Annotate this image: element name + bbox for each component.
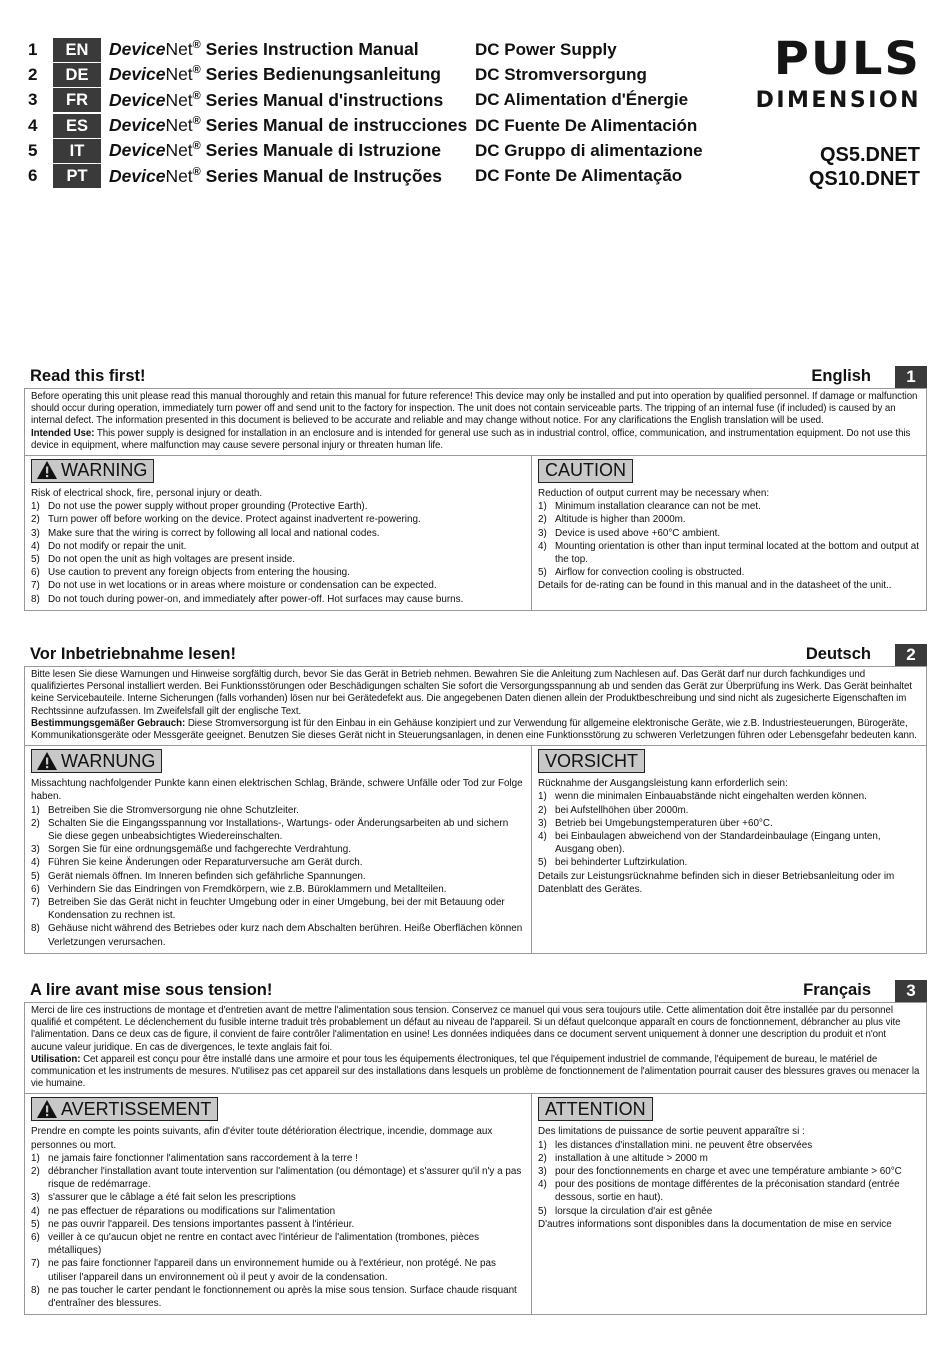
warning-label-text: WARNUNG <box>61 750 156 771</box>
warning-triangle-icon <box>36 751 61 772</box>
item-text: Turn power off before working on the device. Protect against inadvertent re-powering. <box>48 514 421 526</box>
language-number: 5 <box>28 140 38 160</box>
item-number: 1) <box>31 1152 40 1164</box>
item-number: 1) <box>538 1139 547 1151</box>
intro-text-box <box>24 1002 927 1093</box>
section-title: Read this first! <box>30 367 146 385</box>
model-numbers <box>809 143 920 191</box>
list-item <box>31 579 525 592</box>
list-item <box>538 1139 920 1152</box>
item-text: Do not open the unit as high voltages are present inside. <box>48 554 296 566</box>
item-number: 1) <box>31 804 40 816</box>
item-number: 5) <box>31 554 40 566</box>
brand-net: Net <box>165 39 193 60</box>
list-item <box>31 843 525 856</box>
manual-title-text: Series Manual d'instructions <box>200 89 444 110</box>
brand-net: Net <box>165 89 193 110</box>
item-text: Do not touch during power-on, and immediately after power-off. Hot surfaces may cause burns. <box>48 593 464 605</box>
item-text: débrancher l'installation avant toute intervention sur l'alimentation (ou démontage) et s'assurer qu'il n'y a pas risque de redémarrage. <box>48 1166 522 1191</box>
item-number: 3) <box>538 817 547 829</box>
brand-net: Net <box>165 115 193 136</box>
manual-title-text: Series Bedienungsanleitung <box>200 64 441 85</box>
caution-footnote: Details zur Leistungsrücknahme befinden sich in dieser Betriebsanleitung oder im Datenblatt des Gerätes. <box>538 870 895 895</box>
intended-use-paragraph <box>31 428 920 452</box>
item-number: 3) <box>31 844 40 856</box>
intended-use-text: This power supply is designed for installation in an enclosure and is intended for general use such as in industrial control, office, communication, and instrumentation equipment. Do not use this device in equipment, where malfunction may cause severe personal injury or threaten human life. <box>31 427 911 451</box>
intro-paragraph: Merci de lire ces instructions de montage et d'entretien avant de mettre l'alimentation sous tension. Conservez ce manuel qui vous sera toujours utile. Cette alimentation doit être installée par du personnel qualifié et compétent. Le déclenchement du fusible interne traduit très probablement un défaut au niveau de l'appareil. Si un défaut quelconque apparaît en cours de fonctionnement, débrancher au plus vite l'alimentation. Dans ce deux cas de figure, il convient de faire contrôler l'alimentation en usine! Les données indiquées dans ce document servent uniquement à donner une description du produit et n'ont aucune valeur juridique. En cas de divergences, le texte anglais fait foi. <box>31 1005 901 1053</box>
product-type: DC Alimentation d'Énergie <box>475 90 689 110</box>
language-number: 3 <box>28 90 38 110</box>
item-number: 6) <box>31 567 40 579</box>
warning-box <box>25 746 532 953</box>
manual-title <box>109 39 475 60</box>
warning-list <box>31 1152 525 1310</box>
warning-box <box>25 1094 532 1314</box>
language-row-es <box>28 113 703 138</box>
caution-box <box>532 746 926 953</box>
intended-use-text: Cet appareil est conçu pour être installé dans une armoire et pour tous les équipements électroniques, tel que l'équipement industriel de commande, l'équipement de bureau, le matériel de communication et les instruments de mesures. N'utilisez pas cet appareil sur des installations dans lesquels un problème de fonctionnement de l'alimentation pourrait causer des blessures graves ou menacer la vie humaine. <box>31 1053 920 1090</box>
warning-box <box>25 456 532 610</box>
section-number-badge: 1 <box>895 366 927 388</box>
item-number: 5) <box>538 567 547 579</box>
list-item <box>538 1205 920 1218</box>
item-number: 7) <box>31 580 40 592</box>
list-item <box>538 566 920 579</box>
caution-label <box>538 459 633 483</box>
language-row-en <box>28 37 703 62</box>
caution-list <box>538 1139 920 1218</box>
list-item <box>31 540 525 553</box>
warning-label <box>31 459 154 483</box>
item-text: Betreiben Sie die Stromversorgung nie ohne Schutzleiter. <box>48 804 299 816</box>
section-language: English <box>811 367 871 385</box>
item-number: 3) <box>538 527 547 539</box>
brand-italic: Device <box>109 89 166 110</box>
item-number: 2) <box>538 1152 547 1164</box>
language-number: 6 <box>28 166 38 186</box>
item-text: veiller à ce qu'aucun objet ne rentre en contact avec l'intérieur de l'alimentation (trombones, pièces métalliques) <box>48 1232 480 1257</box>
caution-box <box>532 1094 926 1314</box>
item-text: pour des positions de montage différentes de la préconisation standard (entrée dessous, sortie en haut). <box>555 1179 900 1204</box>
item-text: pour des fonctionnements en charge et avec une température ambiante > 60°C <box>555 1166 902 1178</box>
item-text: Sorgen Sie für eine ordnungsgemäße und fachgerechte Verdrahtung. <box>48 844 352 856</box>
caution-label-text: CAUTION <box>545 460 626 481</box>
section-language: Deutsch <box>805 645 871 663</box>
registered-mark: ® <box>192 165 201 178</box>
language-number: 4 <box>28 115 38 135</box>
brand-net: Net <box>165 165 193 186</box>
warning-lead: Missachtung nachfolgender Punkte kann einen elektrischen Schlag, Brände, schwere Unfälle oder Tod zur Folge haben. <box>31 778 523 803</box>
manual-title <box>109 140 475 161</box>
item-text: s'assurer que le câblage a été fait selon les prescriptions <box>48 1192 296 1204</box>
item-text: Do not use in wet locations or in areas where moisture or condensation can be expected. <box>48 580 437 592</box>
item-number: 2) <box>538 804 547 816</box>
language-section <box>24 366 927 611</box>
section-header <box>24 644 927 666</box>
manual-title-text: Series Manual de instrucciones <box>200 115 468 136</box>
language-index <box>28 37 703 189</box>
intro-text-box <box>24 666 927 745</box>
section-title: Vor Inbetriebnahme lesen! <box>30 645 236 663</box>
intro-paragraph: Bitte lesen Sie diese Warnungen und Hinweise sorgfältig durch, bevor Sie das Gerät in Betrieb nehmen. Bewahren Sie die Anleitung zum Nachlesen auf. Das Gerät darf nur durch fachkundiges und qualifiziertes Personal installiert werden. Bei Funktionsstörungen oder Beschädigungen schalten Sie sofort die Versorgungsspannung ab und senden das Gerät zur Überprüfung ins Werk. Das Gerät beinhaltet keine Servicebauteile. Interne Sicherungen (falls vorhanden) lösen nur bei Gerätedefekt aus. Die angegebenen Daten dienen allein der Produktbeschreibung und sind nicht als zugesicherte Eigenschaften im Rechtssinne aufzufassen. Im Zweifelsfall gilt der englische Text. <box>31 669 913 717</box>
manual-title <box>109 166 475 187</box>
section-header <box>24 366 927 388</box>
registered-mark: ® <box>192 115 201 128</box>
caution-footnote: D'autres informations sont disponibles dans la documentation de mise en service <box>538 1218 892 1230</box>
product-type: DC Stromversorgung <box>475 64 647 84</box>
item-text: les distances d'installation mini. ne peuvent être observées <box>555 1139 813 1151</box>
item-number: 1) <box>538 791 547 803</box>
list-item <box>538 790 920 803</box>
warning-label-text: WARNING <box>61 460 148 481</box>
logo-subbrand: DIMENSION <box>755 88 921 113</box>
manual-title-text: Series Manual de Instruções <box>200 165 442 186</box>
language-code-badge: EN <box>53 38 101 62</box>
intended-use-paragraph <box>31 718 920 742</box>
warning-lead: Prendre en compte les points suivants, afin d'éviter toute détérioration électrique, incendie, dommage aux personnes ou mort. <box>31 1126 493 1151</box>
caution-list <box>538 790 920 869</box>
list-item <box>538 1165 920 1178</box>
language-number: 1 <box>28 39 38 59</box>
manual-title <box>109 115 475 136</box>
language-row-pt <box>28 163 703 188</box>
warning-label <box>31 1097 218 1121</box>
section-language: Français <box>803 981 871 999</box>
item-text: Do not use the power supply without proper grounding (Protective Earth). <box>48 501 368 513</box>
intended-use-paragraph <box>31 1054 920 1091</box>
caution-lead: Rücknahme der Ausgangsleistung kann erforderlich sein: <box>538 778 788 790</box>
list-item <box>538 540 920 566</box>
item-text: bei Aufstellhöhen über 2000m. <box>555 804 689 816</box>
item-number: 4) <box>31 540 40 552</box>
product-type: DC Gruppo di alimentazione <box>475 140 703 160</box>
brand-italic: Device <box>109 115 166 136</box>
intended-use-text: Diese Stromversorgung ist für den Einbau in ein Gehäuse konzipiert und zur Verwendung für allgemeine elektronische Geräte, wie z.B. Industriesteuerungen, Bürogeräte, Kommunikationsgeräte oder Messgeräte geeignet. Benutzen Sie dieses Gerät nicht in Steuerungsanlagen, in denen eine Funktionsstörung zu schweren Verletzungen führen oder Lebensgefahr bedeuten kann. <box>31 717 917 742</box>
brand-italic: Device <box>109 165 166 186</box>
product-type: DC Fonte De Alimentação <box>475 166 683 186</box>
list-item <box>538 856 920 869</box>
list-item <box>538 513 920 526</box>
list-item <box>31 856 525 869</box>
list-item <box>31 883 525 896</box>
item-text: Airflow for convection cooling is obstructed. <box>555 567 745 579</box>
list-item <box>31 922 525 948</box>
item-text: ne pas toucher le carter pendant le fonctionnement ou après la mise sous tension. Surface chaude risquant d'entraîner des blessures. <box>48 1284 517 1310</box>
item-text: lorsque la circulation d'air est gênée <box>555 1205 713 1217</box>
caution-box <box>532 456 926 610</box>
list-item <box>31 896 525 922</box>
document-header <box>0 0 950 200</box>
item-text: bei Einbaulagen abweichend von der Standardeinbaulage (Eingang unten, Ausgang oben). <box>555 831 881 856</box>
intended-use-label: Bestimmungsgemäßer Gebrauch: <box>31 717 186 729</box>
intended-use-label: Intended Use: <box>31 427 95 439</box>
puls-logo <box>745 32 921 113</box>
item-text: wenn die minimalen Einbauabstände nicht eingehalten werden können. <box>555 791 867 803</box>
item-number: 3) <box>538 1166 547 1178</box>
list-item <box>31 500 525 513</box>
item-number: 1) <box>31 501 40 513</box>
item-number: 5) <box>31 1218 40 1230</box>
list-item <box>31 566 525 579</box>
list-item <box>31 593 525 606</box>
intended-use-label: Utilisation: <box>31 1053 81 1065</box>
brand-italic: Device <box>109 64 166 85</box>
language-code-badge: IT <box>53 139 101 163</box>
item-number: 4) <box>31 857 40 869</box>
warning-list <box>31 500 525 606</box>
item-text: ne pas effectuer de réparations ou modifications sur l'alimentation <box>48 1205 336 1217</box>
brand-net: Net <box>165 140 193 161</box>
list-item <box>31 553 525 566</box>
intro-paragraph: Before operating this unit please read this manual thoroughly and retain this manual for future reference! This device may only be installed and put into operation by qualified personnel. If damage or malfunction should occur during operation, immediately turn power off and send unit to the factory for inspection. The unit does not contain serviceable parts. The tripping of an internal fuse (if included) is caused by an internal defect. The information presented in this document is believed to be accurate and reliable and may change without notice. For any clarifications the English translation will be used. <box>31 391 918 427</box>
warning-triangle-icon <box>36 460 61 481</box>
caution-label <box>538 749 645 773</box>
item-number: 8) <box>31 593 40 605</box>
list-item <box>538 1178 920 1204</box>
item-number: 6) <box>31 883 40 895</box>
caution-lead: Reduction of output current may be necessary when: <box>538 488 770 500</box>
item-text: ne pas faire fonctionner l'appareil dans un environnement humide ou à l'extérieur, non protégé. Ne pas utiliser l'appareil dans un environnement où il peut y avoir de la condensation. <box>48 1258 496 1283</box>
model-number: QS10.DNET <box>808 168 920 190</box>
language-number: 2 <box>28 64 38 84</box>
item-number: 3) <box>31 1192 40 1204</box>
item-text: Führen Sie keine Änderungen oder Reparaturversuche am Gerät durch. <box>48 857 363 869</box>
list-item <box>538 804 920 817</box>
caution-label-text: ATTENTION <box>545 1098 646 1119</box>
item-text: installation à une altitude > 2000 m <box>555 1152 708 1164</box>
list-item <box>31 1231 525 1257</box>
list-item <box>538 817 920 830</box>
item-number: 7) <box>31 1258 40 1270</box>
list-item <box>31 527 525 540</box>
language-code-badge: FR <box>53 88 101 112</box>
item-text: ne pas ouvrir l'appareil. Des tensions importantes passent à l'intérieur. <box>48 1218 355 1230</box>
item-number: 5) <box>538 857 547 869</box>
list-item <box>31 817 525 843</box>
list-item <box>31 1165 525 1191</box>
warning-label <box>31 749 162 773</box>
item-text: Betrieb bei Umgebungstemperaturen über +60°C. <box>555 817 773 829</box>
brand-net: Net <box>165 64 193 85</box>
caution-lead: Des limitations de puissance de sortie peuvent apparaître si : <box>538 1126 805 1138</box>
language-row-fr <box>28 88 703 113</box>
warning-triangle-icon <box>36 1099 61 1120</box>
language-section <box>24 980 927 1315</box>
warning-label-text: AVERTISSEMENT <box>61 1098 212 1119</box>
section-header <box>24 980 927 1002</box>
list-item <box>31 513 525 526</box>
item-text: Schalten Sie die Eingangsspannung vor Installations-, Wartungs- oder Änderungsarbeiten ab und sichern Sie diese gegen unbeabsichtigtes Wiedereinschalten. <box>48 817 509 843</box>
section-number-badge: 3 <box>895 980 927 1002</box>
language-code-badge: ES <box>53 114 101 138</box>
registered-mark: ® <box>192 140 201 153</box>
item-number: 4) <box>538 831 547 843</box>
caution-label-text: VORSICHT <box>545 750 639 771</box>
item-number: 5) <box>31 870 40 882</box>
list-item <box>31 1257 525 1283</box>
logo-brand: PULS <box>773 32 921 86</box>
manual-title-text: Series Instruction Manual <box>200 39 419 60</box>
list-item <box>31 870 525 883</box>
item-number: 5) <box>538 1205 547 1217</box>
list-item <box>31 1152 525 1165</box>
item-number: 8) <box>31 923 40 935</box>
product-type: DC Fuente De Alimentación <box>475 115 698 135</box>
item-number: 4) <box>31 1205 40 1217</box>
item-text: bei behinderter Luftzirkulation. <box>555 857 688 869</box>
item-number: 2) <box>31 1166 40 1178</box>
warning-lead: Risk of electrical shock, fire, personal injury or death. <box>31 488 263 500</box>
section-number-badge: 2 <box>895 644 927 666</box>
safety-boxes <box>24 455 927 611</box>
item-text: Minimum installation clearance can not be met. <box>555 501 761 513</box>
warning-list <box>31 804 525 949</box>
list-item <box>31 1191 525 1204</box>
manual-title <box>109 90 475 111</box>
list-item <box>538 500 920 513</box>
brand-italic: Device <box>109 140 166 161</box>
model-number: QS5.DNET <box>819 144 920 166</box>
item-text: Make sure that the wiring is correct by following all local and national codes. <box>48 527 380 539</box>
list-item <box>538 1152 920 1165</box>
item-text: Mounting orientation is other than input terminal located at the bottom and output at the top. <box>555 540 919 566</box>
section-title: A lire avant mise sous tension! <box>30 981 273 999</box>
language-section <box>24 644 927 954</box>
item-text: ne jamais faire fonctionner l'alimentation sans raccordement à la terre ! <box>48 1152 358 1164</box>
item-text: Gerät niemals öffnen. Im Inneren befinden sich gefährliche Spannungen. <box>48 870 366 882</box>
item-number: 7) <box>31 897 40 909</box>
list-item <box>31 1205 525 1218</box>
intro-text-box <box>24 388 927 455</box>
product-type: DC Power Supply <box>475 39 617 59</box>
item-number: 3) <box>31 527 40 539</box>
brand-italic: Device <box>109 39 166 60</box>
list-item <box>538 527 920 540</box>
item-number: 6) <box>31 1232 40 1244</box>
language-row-de <box>28 62 703 87</box>
item-number: 2) <box>31 817 40 829</box>
manual-title <box>109 64 475 85</box>
item-number: 1) <box>538 501 547 513</box>
item-text: Gehäuse nicht während des Betriebes oder kurz nach dem Abschalten berühren. Heiße Oberflächen können Verletzungen verursachen. <box>48 923 523 948</box>
caution-label <box>538 1097 653 1121</box>
item-text: Betreiben Sie das Gerät nicht in feuchter Umgebung oder in einer Umgebung, bei der mit Betauung oder Kondensation zu rechnen ist. <box>48 897 505 922</box>
list-item <box>538 830 920 856</box>
item-text: Verhindern Sie das Eindringen von Fremdkörpern, wie z.B. Büroklammern und Metallteilen. <box>48 883 447 895</box>
registered-mark: ® <box>192 64 201 77</box>
safety-boxes <box>24 1093 927 1315</box>
item-text: Use caution to prevent any foreign objects from entering the housing. <box>48 567 350 579</box>
language-code-badge: PT <box>53 164 101 188</box>
registered-mark: ® <box>192 89 201 102</box>
item-number: 2) <box>538 514 547 526</box>
item-number: 4) <box>538 1179 547 1191</box>
list-item <box>31 1284 525 1310</box>
item-number: 8) <box>31 1284 40 1296</box>
registered-mark: ® <box>192 39 201 52</box>
caution-list <box>538 500 920 579</box>
list-item <box>31 804 525 817</box>
list-item <box>31 1218 525 1231</box>
item-number: 4) <box>538 540 547 552</box>
language-code-badge: DE <box>53 63 101 87</box>
item-text: Altitude is higher than 2000m. <box>555 514 686 526</box>
item-text: Do not modify or repair the unit. <box>48 540 187 552</box>
caution-footnote: Details for de-rating can be found in this manual and in the datasheet of the unit.. <box>538 580 892 592</box>
item-text: Device is used above +60°C ambient. <box>555 527 721 539</box>
manual-title-text: Series Manuale di Istruzione <box>200 140 441 161</box>
safety-boxes <box>24 745 927 954</box>
item-number: 2) <box>31 514 40 526</box>
language-row-it <box>28 138 703 163</box>
